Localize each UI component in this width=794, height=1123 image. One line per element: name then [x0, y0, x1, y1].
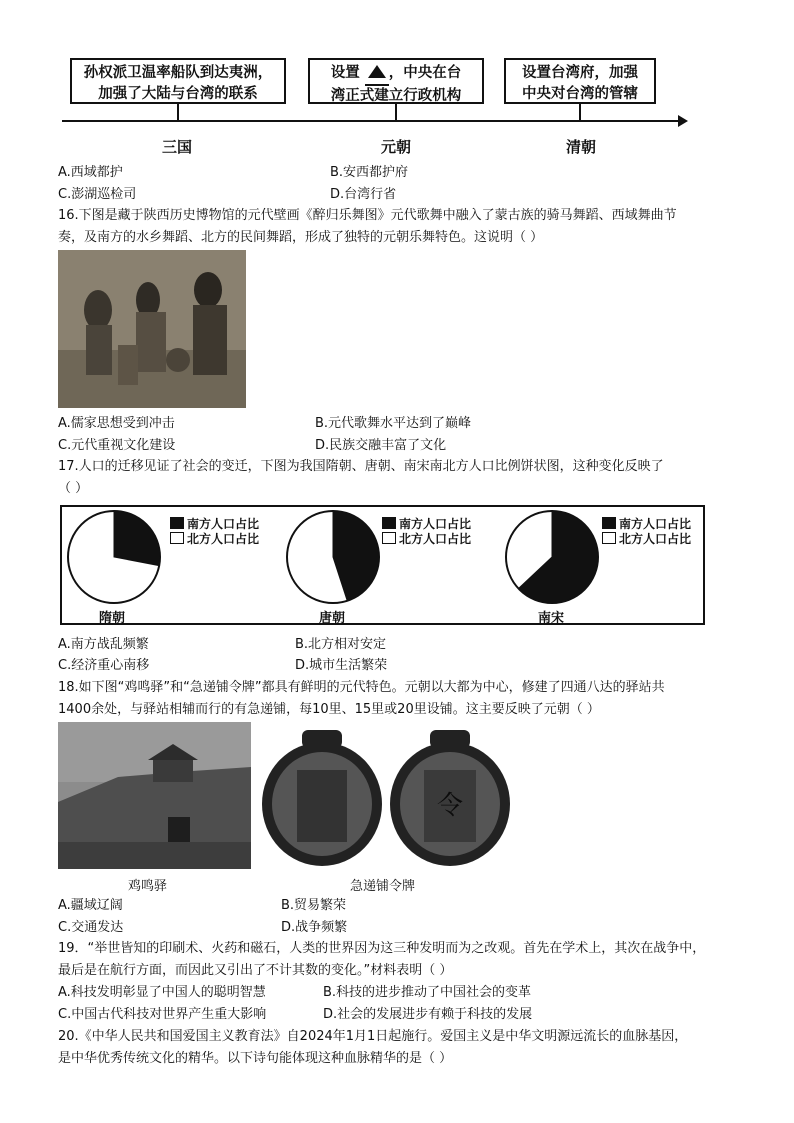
question-text: 19．“举世皆知的印刷术、火药和磁石，人类的世界因为这三种发明而为之改观。首先在学术上，其次在战争中， [58, 941, 706, 956]
legend-swatch-black [170, 517, 184, 529]
legend-south [382, 517, 471, 531]
question-20 [58, 1026, 748, 1070]
caption-token: 急递铺令牌 [350, 879, 416, 894]
option-c[interactable]: C.交通发达 [58, 920, 124, 935]
option-d[interactable]: D.社会的发展进步有赖于科技的发展 [323, 1007, 533, 1022]
token-illustration [252, 722, 520, 869]
legend-north [382, 532, 471, 546]
timeline-tick [579, 104, 581, 120]
question-text: 16.下图是藏于陕西历史博物馆的元代壁画《醉归乐舞图》元代歌舞中融入了蒙古族的骑马舞蹈、西域舞曲节 [58, 208, 677, 223]
question-text: 奏，及南方的水乡舞蹈、北方的民间舞蹈，形成了独特的元朝乐舞特色。这说明（ ） [58, 230, 544, 245]
option-b[interactable]: B.贸易繁荣 [281, 898, 347, 913]
pie-title: 隋朝 [99, 611, 126, 626]
legend-label: 北方人口占比 [399, 532, 472, 546]
option-b[interactable]: B.北方相对安定 [295, 637, 387, 652]
era-label: 清朝 [566, 138, 597, 156]
legend-label: 南方人口占比 [399, 517, 472, 531]
timeline-box-line [314, 63, 478, 86]
option-a[interactable]: A.南方战乱频繁 [58, 637, 149, 652]
timeline-box-qing [504, 58, 656, 104]
option-c[interactable]: C.澎湖巡检司 [58, 187, 137, 202]
legend-label: 南方人口占比 [619, 517, 692, 531]
token-image [252, 722, 520, 869]
option-b[interactable]: B.元代歌舞水平达到了巅峰 [315, 416, 472, 431]
option-d[interactable]: D.城市生活繁荣 [295, 658, 388, 673]
legend-south [602, 517, 691, 531]
blank-triangle-icon [365, 63, 389, 86]
mural-image [58, 250, 246, 408]
option-b[interactable]: B.科技的进步推动了中国社会的变革 [323, 985, 532, 1000]
option-a[interactable]: A.疆域辽阔 [58, 898, 123, 913]
legend-swatch-white [602, 532, 616, 544]
timeline-box-line: 孙权派卫温率船队到达夷洲， [83, 65, 273, 81]
legend-swatch-white [382, 532, 396, 544]
fortress-illustration [58, 722, 251, 869]
question-17 [58, 456, 748, 500]
pie-title: 唐朝 [319, 611, 346, 626]
pie-chart-panel [60, 505, 705, 625]
pie-slice-south [114, 511, 160, 566]
question-text: （ ） [58, 481, 89, 496]
legend-label: 北方人口占比 [187, 532, 260, 546]
timeline-axis [62, 120, 682, 122]
option-c[interactable]: C.中国古代科技对世界产生重大影响 [58, 1007, 267, 1022]
legend-south [170, 517, 259, 531]
era-label: 元朝 [381, 138, 412, 156]
timeline-box-line: 加强了大陆与台湾的联系 [98, 86, 258, 102]
option-a[interactable]: A.儒家思想受到冲击 [58, 416, 175, 431]
jimingyi-photo [58, 722, 251, 869]
question-19 [58, 938, 748, 982]
timeline-box-line: 中央对台湾的管辖 [522, 86, 638, 102]
question-16 [58, 205, 748, 249]
timeline-box-sanguo [70, 58, 286, 104]
legend-north [602, 532, 691, 546]
timeline-box-line: 设置台湾府，加强 [522, 65, 638, 81]
timeline-text: 设置 [330, 65, 360, 81]
question-text: 1400余处，与驿站相辅而行的有急递铺，每10里、15里或20里设铺。这主要反映了元朝（ ） [58, 702, 600, 717]
timeline-box-line: 湾正式建立行政机构 [330, 88, 462, 104]
question-18 [58, 677, 748, 721]
option-a[interactable]: A.西域都护 [58, 165, 123, 180]
pie-title: 南宋 [538, 611, 565, 626]
option-a[interactable]: A.科技发明彰显了中国人的聪明智慧 [58, 985, 266, 1000]
timeline-tick [177, 104, 179, 120]
timeline-tick [395, 104, 397, 120]
legend-north [170, 532, 259, 546]
option-d[interactable]: D.台湾行省 [330, 187, 397, 202]
option-d[interactable]: D.战争频繁 [281, 920, 348, 935]
legend-swatch-black [602, 517, 616, 529]
question-text: 17.人口的迁移见证了社会的变迁，下图为我国隋朝、唐朝、南宋南北方人口比例饼状图，这种变化反映了 [58, 459, 664, 474]
question-text: 最后是在航行方面，而因此又引出了不计其数的变化。”材料表明（ ） [58, 963, 453, 978]
legend-swatch-black [382, 517, 396, 529]
option-b[interactable]: B.安西都护府 [330, 165, 409, 180]
option-c[interactable]: C.经济重心南移 [58, 658, 150, 673]
legend-swatch-white [170, 532, 184, 544]
token-character: 令 [436, 791, 464, 821]
question-text: 18.如下图“鸡鸣驿”和“急递铺令牌”都具有鲜明的元代特色。元朝以大都为中心，修建了四通八达的驿站共 [58, 680, 665, 695]
timeline-text: ，中央在台 [388, 65, 462, 81]
option-d[interactable]: D.民族交融丰富了文化 [315, 438, 447, 453]
question-text: 20.《中华人民共和国爱国主义教育法》自2024年1月1日起施行。爱国主义是中华文明源远流长的血脉基因， [58, 1029, 688, 1044]
option-c[interactable]: C.元代重视文化建设 [58, 438, 176, 453]
question-text: 是中华优秀传统文化的精华。以下诗句能体现这种血脉精华的是（ ） [58, 1051, 453, 1066]
mural-figures [58, 250, 246, 408]
caption-jimingyi: 鸡鸣驿 [128, 879, 168, 894]
legend-label: 南方人口占比 [187, 517, 260, 531]
timeline-box-yuan [308, 58, 484, 104]
era-label: 三国 [162, 138, 193, 156]
arrow-right-icon [678, 115, 688, 127]
legend-label: 北方人口占比 [619, 532, 692, 546]
